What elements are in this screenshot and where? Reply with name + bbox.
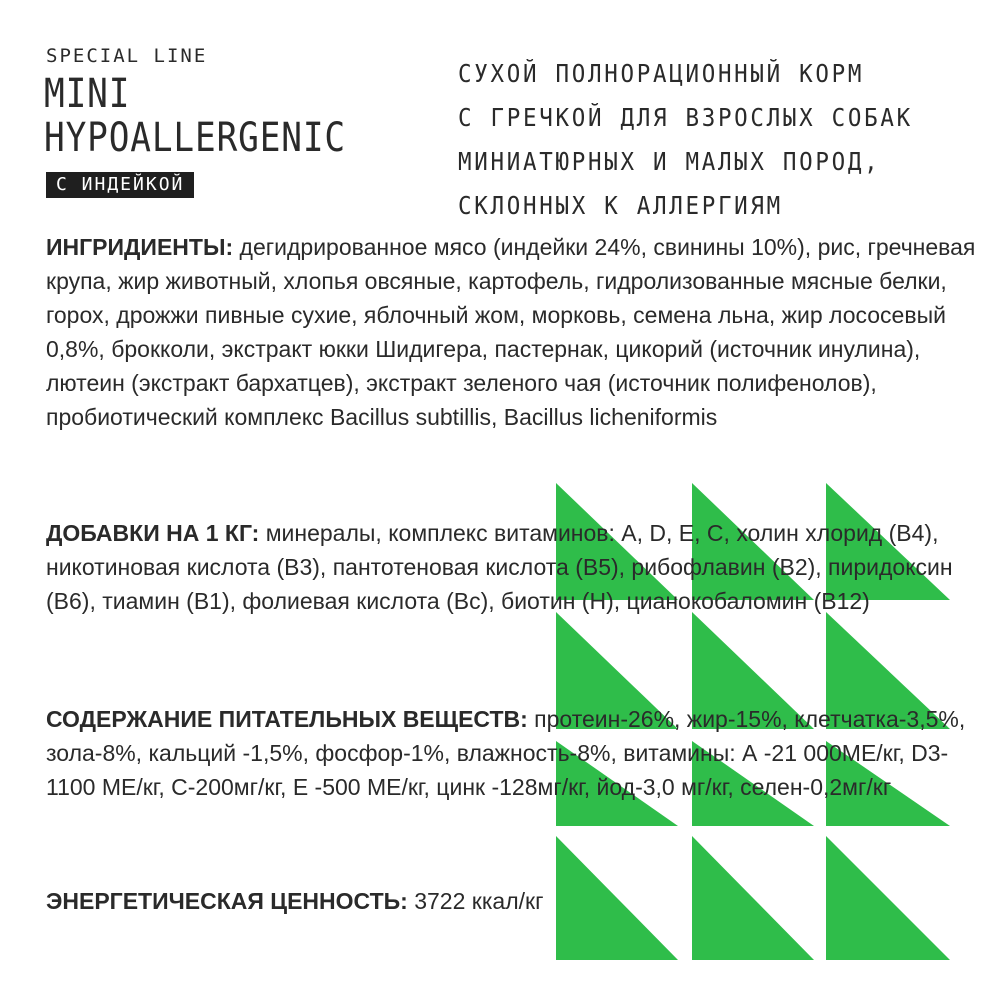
series-label: SPECIAL LINE (46, 45, 208, 67)
description-line: МИНИАТЮРНЫХ И МАЛЫХ ПОРОД, (458, 147, 881, 176)
ingredients-text: дегидрированное мясо (индейки 24%, свинины 10%), рис, гречневая крупа, жир животный, хлопья овсяные, картофель, гидролизованные мясные белки, горох, дрожжи пивные сухие, яблочный жом, морковь, семена льна, жир лососевый 0,8%, брокколи, экстракт юкки Шидигера, пастернак, цикорий (источник инулина), лютеин (экстракт бархатцев), экстракт зеленого чая (источник полифенолов), пробиотический комплекс Bacillus subtillis, Bacillus licheniformis (46, 234, 976, 430)
product-name-line2: HYPOALLERGENIC (44, 115, 346, 161)
ingredients-section (46, 230, 976, 434)
additives-text: минералы, комплекс витаминов: А, D, Е, С, холин хлорид (В4), никотиновая кислота (В3), пантотеновая кислота (В5), рибофлавин (В2), пиридоксин (В6), тиамин (В1), фолиевая кислота (Вс), биотин (Н), цианокобаломин (В12) (46, 520, 953, 614)
energy-text: 3722 ккал/кг (407, 888, 544, 914)
additives-label: ДОБАВКИ НА 1 КГ: (46, 520, 260, 546)
energy-section (46, 884, 976, 918)
header (0, 0, 1000, 230)
description-line: СКЛОННЫХ К АЛЛЕРГИЯМ (458, 191, 783, 220)
energy-label: ЭНЕРГЕТИЧЕСКАЯ ЦЕННОСТЬ: (46, 888, 408, 914)
product-description (458, 52, 978, 228)
description-line: С ГРЕЧКОЙ ДЛЯ ВЗРОСЛЫХ СОБАК (458, 103, 913, 132)
product-name-line1: MINI (44, 71, 131, 117)
flavor-badge: С ИНДЕЙКОЙ (46, 172, 194, 198)
additives-section (46, 516, 976, 618)
nutrients-label: СОДЕРЖАНИЕ ПИТАТЕЛЬНЫХ ВЕЩЕСТВ: (46, 706, 528, 732)
ingredients-label: ИНГРИДИЕНТЫ: (46, 234, 234, 260)
nutrients-text: протеин-26%, жир-15%, клетчатка-3,5%, зола-8%, кальций -1,5%, фосфор-1%, влажность-8%, витамины: А -21 000МЕ/кг, D3-1100 МЕ/кг, С-200мг/кг, Е -500 МЕ/кг, цинк -128мг/кг, йод-3,0 мг/кг, селен-0,2мг/кг (46, 706, 966, 800)
nutrients-section (46, 702, 976, 804)
description-line: СУХОЙ ПОЛНОРАЦИОННЫЙ КОРМ (458, 59, 865, 88)
